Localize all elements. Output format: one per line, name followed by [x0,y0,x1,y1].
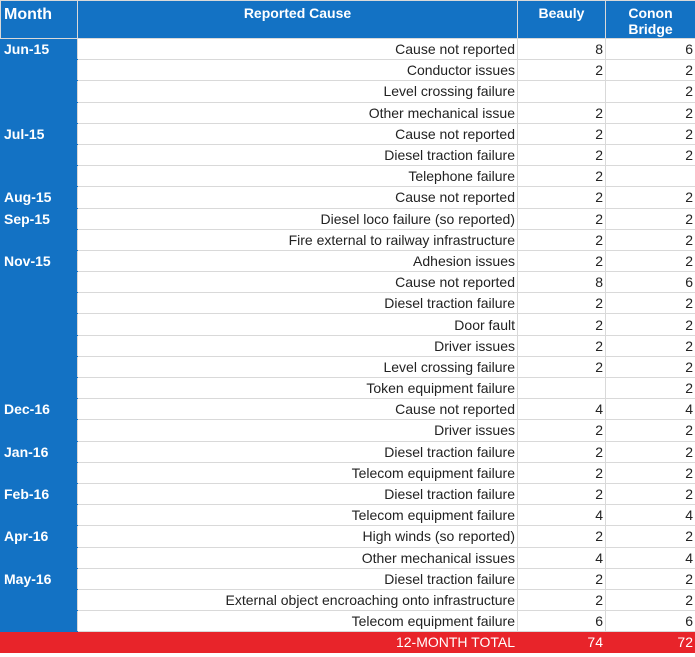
cause-cell: Diesel traction failure [78,483,518,504]
beauly-cell: 2 [518,144,606,165]
month-cell [1,420,78,441]
table-body [1,39,695,632]
total-row [1,632,695,653]
conon-bridge-cell: 2 [606,589,695,610]
cause-cell: Level crossing failure [78,356,518,377]
beauly-cell: 2 [518,123,606,144]
month-cell [1,505,78,526]
table-row [1,272,695,293]
month-cell [1,229,78,250]
beauly-cell [518,81,606,102]
cause-cell: Diesel traction failure [78,441,518,462]
beauly-cell: 2 [518,568,606,589]
table-row [1,568,695,589]
conon-bridge-cell: 2 [606,335,695,356]
table-row [1,356,695,377]
beauly-cell: 2 [518,589,606,610]
cause-cell: Level crossing failure [78,81,518,102]
table-row [1,335,695,356]
cause-cell: Telecom equipment failure [78,505,518,526]
total-label: 12-MONTH TOTAL [78,632,518,653]
month-cell [1,314,78,335]
conon-bridge-cell: 6 [606,611,695,632]
total-conon-bridge: 72 [606,632,695,653]
beauly-cell: 2 [518,483,606,504]
table-row [1,123,695,144]
table-row [1,483,695,504]
beauly-cell: 2 [518,187,606,208]
header-month: Month [1,1,78,39]
table-row [1,166,695,187]
cause-cell: Door fault [78,314,518,335]
table-row [1,314,695,335]
conon-bridge-cell: 2 [606,356,695,377]
beauly-cell: 2 [518,335,606,356]
conon-bridge-cell: 2 [606,60,695,81]
header-reported-cause: Reported Cause [78,1,518,39]
conon-bridge-cell: 4 [606,505,695,526]
cause-cell: Fire external to railway infrastructure [78,229,518,250]
table-row [1,462,695,483]
conon-bridge-cell: 6 [606,272,695,293]
table-row [1,250,695,271]
beauly-cell: 6 [518,611,606,632]
table-row [1,547,695,568]
cause-cell: Telecom equipment failure [78,611,518,632]
beauly-cell: 2 [518,420,606,441]
beauly-cell: 2 [518,462,606,483]
table-row [1,144,695,165]
month-cell [1,272,78,293]
table-row [1,505,695,526]
month-cell: Dec-16 [1,399,78,420]
table-row [1,611,695,632]
conon-bridge-cell: 2 [606,441,695,462]
header-beauly: Beauly [518,1,606,39]
cause-cell: Diesel traction failure [78,568,518,589]
conon-bridge-cell: 6 [606,39,695,60]
beauly-cell: 8 [518,39,606,60]
beauly-cell: 2 [518,356,606,377]
beauly-cell: 4 [518,547,606,568]
month-cell [1,144,78,165]
beauly-cell: 4 [518,505,606,526]
month-cell: Jul-15 [1,123,78,144]
beauly-cell: 2 [518,526,606,547]
total-month-cell [1,632,78,653]
conon-bridge-cell: 2 [606,378,695,399]
conon-bridge-cell: 2 [606,314,695,335]
table-row [1,39,695,60]
cause-cell: Cause not reported [78,272,518,293]
month-cell [1,611,78,632]
header-conon-bridge: Conon Bridge [606,1,695,39]
beauly-cell: 8 [518,272,606,293]
cause-cell: Cause not reported [78,187,518,208]
conon-bridge-cell: 2 [606,102,695,123]
month-cell [1,462,78,483]
conon-bridge-cell: 2 [606,483,695,504]
cause-cell: Conductor issues [78,60,518,81]
conon-bridge-cell: 4 [606,399,695,420]
cause-cell: External object encroaching onto infrastructure [78,589,518,610]
conon-bridge-cell: 2 [606,462,695,483]
month-cell [1,166,78,187]
month-cell: Jan-16 [1,441,78,462]
table-row [1,589,695,610]
month-cell [1,356,78,377]
month-cell [1,589,78,610]
cause-cell: Driver issues [78,335,518,356]
month-cell: Jun-15 [1,39,78,60]
table-row [1,399,695,420]
cause-cell: Diesel loco failure (so reported) [78,208,518,229]
month-cell [1,378,78,399]
beauly-cell: 2 [518,60,606,81]
header-row [1,1,695,39]
beauly-cell: 2 [518,208,606,229]
conon-bridge-cell: 2 [606,526,695,547]
cause-cell: Cause not reported [78,39,518,60]
table-row [1,60,695,81]
beauly-cell: 2 [518,293,606,314]
beauly-cell [518,378,606,399]
conon-bridge-cell: 4 [606,547,695,568]
conon-bridge-cell: 2 [606,81,695,102]
month-cell [1,81,78,102]
month-cell: Aug-15 [1,187,78,208]
cause-cell: Driver issues [78,420,518,441]
cause-cell: Adhesion issues [78,250,518,271]
beauly-cell: 2 [518,102,606,123]
conon-bridge-cell: 2 [606,123,695,144]
conon-bridge-cell: 2 [606,293,695,314]
month-cell: Feb-16 [1,483,78,504]
conon-bridge-cell: 2 [606,229,695,250]
month-cell [1,60,78,81]
month-cell [1,102,78,123]
cause-cell: Diesel traction failure [78,293,518,314]
cause-cell: Cause not reported [78,123,518,144]
month-cell: May-16 [1,568,78,589]
table-row [1,293,695,314]
table-row [1,81,695,102]
conon-bridge-cell [606,166,695,187]
cause-cell: Diesel traction failure [78,144,518,165]
cause-cell: Token equipment failure [78,378,518,399]
table-row [1,526,695,547]
month-cell: Apr-16 [1,526,78,547]
conon-bridge-cell: 2 [606,568,695,589]
table-row [1,102,695,123]
beauly-cell: 2 [518,166,606,187]
table-row [1,420,695,441]
beauly-cell: 2 [518,314,606,335]
beauly-cell: 4 [518,399,606,420]
month-cell: Sep-15 [1,208,78,229]
table-row [1,441,695,462]
month-cell [1,335,78,356]
cause-cell: Cause not reported [78,399,518,420]
table-row [1,229,695,250]
conon-bridge-cell: 2 [606,250,695,271]
cause-cell: Telephone failure [78,166,518,187]
table-row [1,378,695,399]
conon-bridge-cell: 2 [606,144,695,165]
beauly-cell: 2 [518,229,606,250]
beauly-cell: 2 [518,250,606,271]
month-cell [1,547,78,568]
cause-cell: Other mechanical issues [78,547,518,568]
table-row [1,187,695,208]
cause-cell: High winds (so reported) [78,526,518,547]
cause-cell: Other mechanical issue [78,102,518,123]
beauly-cell: 2 [518,441,606,462]
month-cell [1,293,78,314]
conon-bridge-cell: 2 [606,187,695,208]
conon-bridge-cell: 2 [606,208,695,229]
cause-cell: Telecom equipment failure [78,462,518,483]
conon-bridge-cell: 2 [606,420,695,441]
month-cell: Nov-15 [1,250,78,271]
table-row [1,208,695,229]
total-beauly: 74 [518,632,606,653]
